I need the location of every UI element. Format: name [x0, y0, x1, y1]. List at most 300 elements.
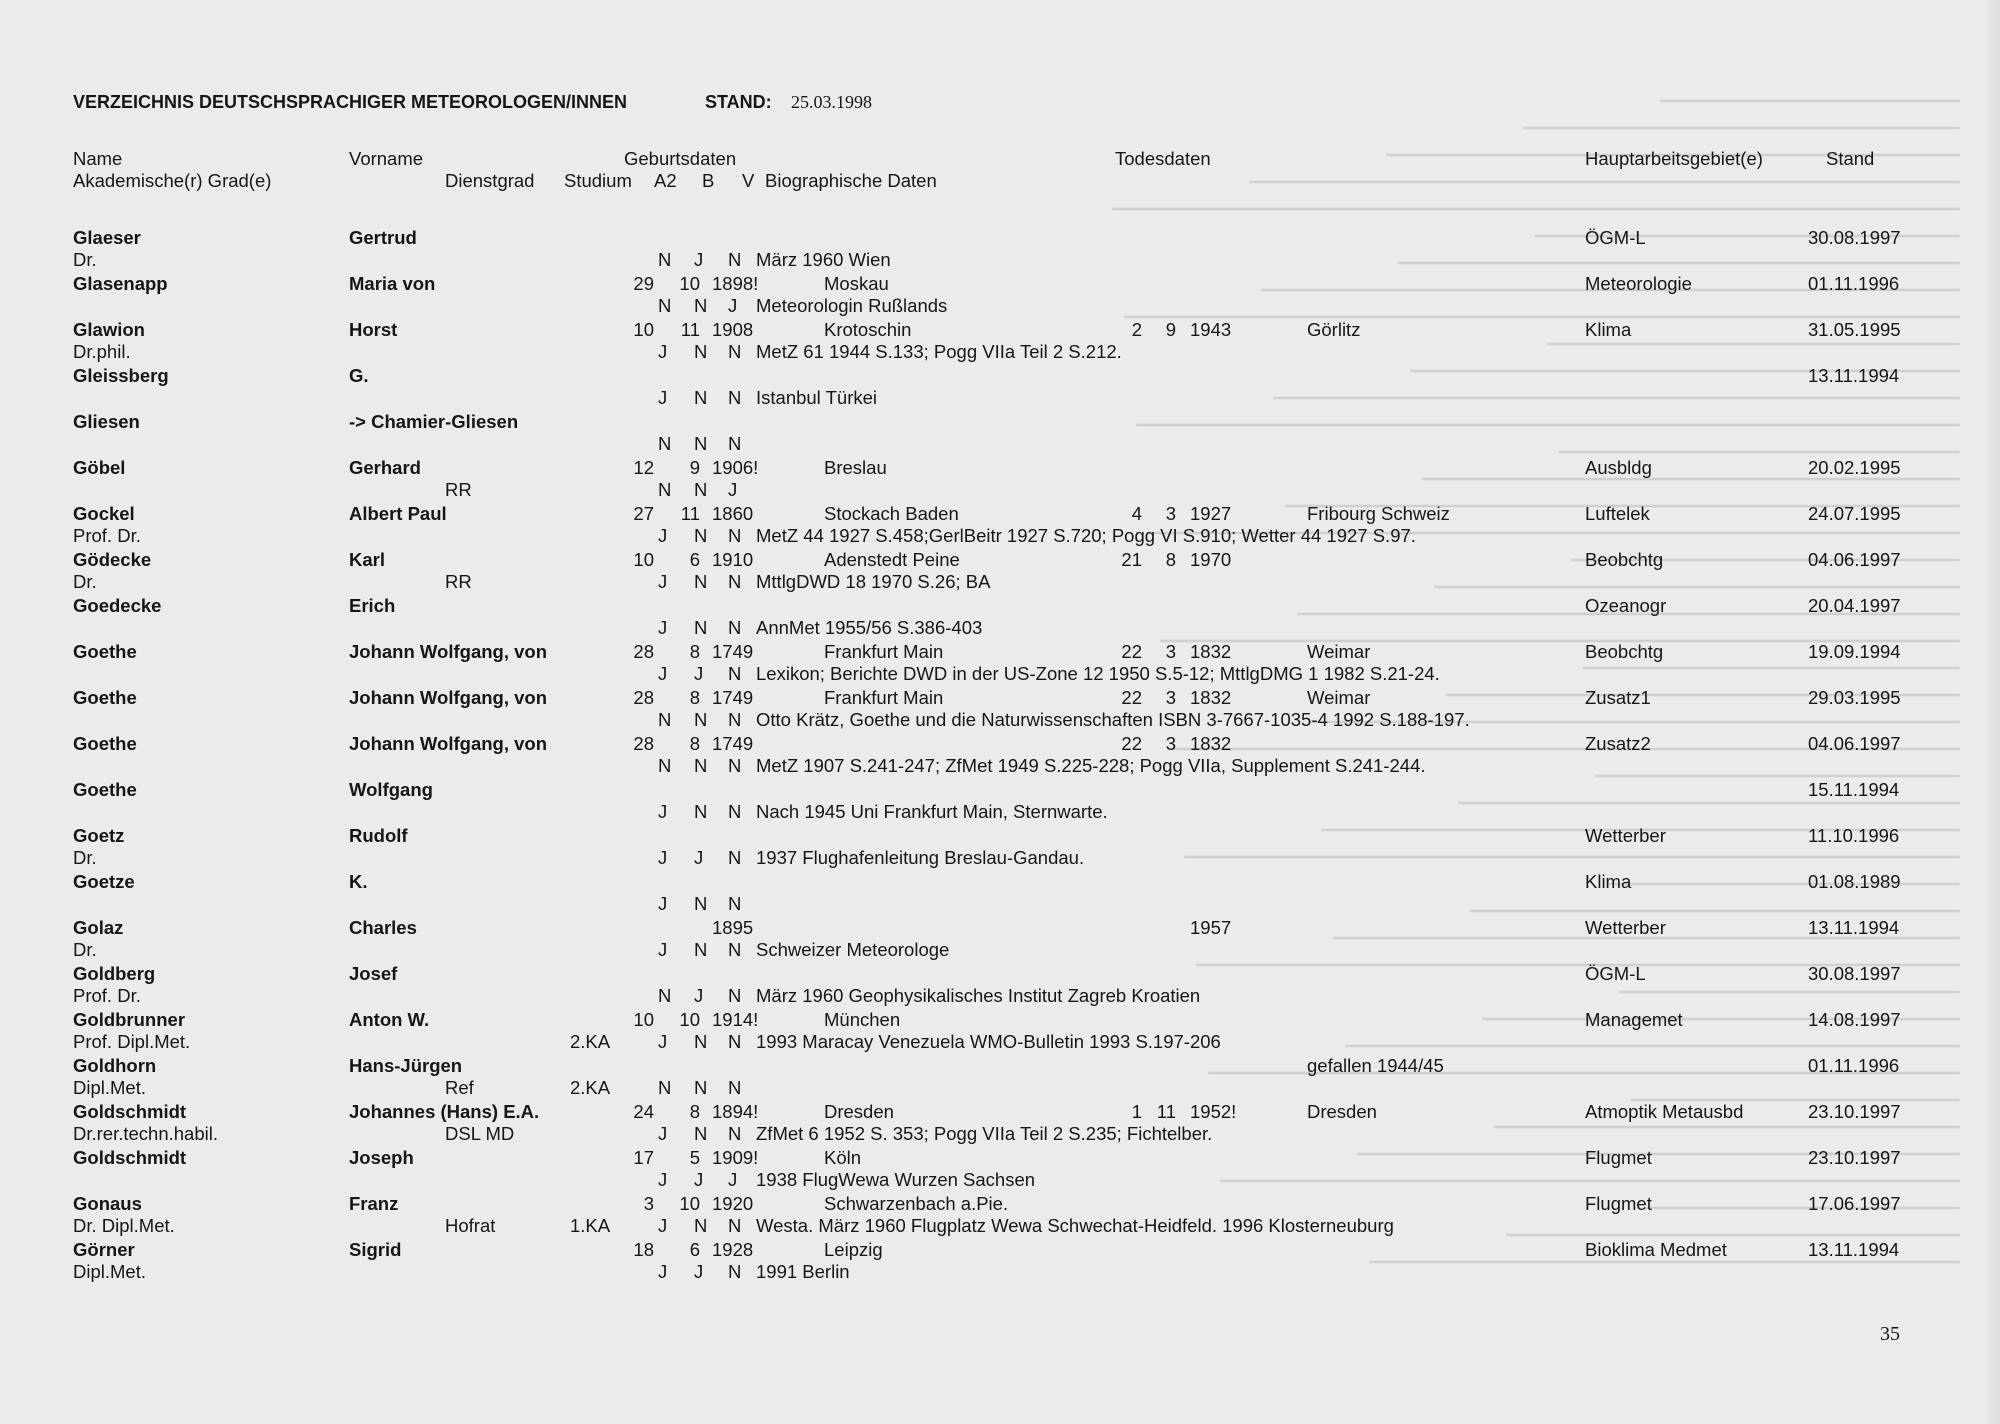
entry-name: Gödecke: [73, 549, 152, 570]
entry-birth-day: 27: [633, 503, 654, 524]
col-header-hauptarbeitsgebiet: Hauptarbeitsgebiet(e): [1585, 148, 1763, 169]
entry-hauptarbeitsgebiet: Wetterber: [1585, 825, 1666, 846]
col-header-b: B: [702, 170, 715, 191]
entry-bio: MetZ 1907 S.241-247; ZfMet 1949 S.225-228; Pogg VIIa, Supplement S.241-244.: [756, 755, 1426, 776]
entry-bio: März 1960 Geophysikalisches Institut Zagreb Kroatien: [756, 985, 1201, 1006]
bleed-line: [1184, 856, 1960, 858]
entry-death-day: 22: [1121, 687, 1142, 708]
entry-death-year: 1957: [1190, 917, 1232, 938]
entry-bio: Schweizer Meteorologe: [756, 939, 950, 960]
entry-death-month: 8: [1165, 549, 1176, 570]
entry-dienstgrad: Hofrat: [445, 1215, 496, 1236]
entry-death-day: 22: [1121, 733, 1142, 754]
entry-a2: J: [658, 847, 668, 868]
entry-vorname: K.: [349, 871, 368, 892]
bleed-line: [1470, 910, 1960, 912]
entry-bio: Otto Krätz, Goethe und die Naturwissenschaften ISBN 3-7667-1035-4 1992 S.188-197.: [756, 709, 1470, 730]
col-header-todesdaten: Todesdaten: [1115, 148, 1211, 169]
entry-name: Goethe: [73, 641, 137, 662]
bleed-line: [1559, 451, 1960, 453]
bleed-line: [1506, 1234, 1960, 1236]
entry-stand: 17.06.1997: [1808, 1193, 1901, 1214]
entry-birth-day: 10: [633, 549, 654, 570]
entry-b: N: [694, 433, 708, 454]
entry-death-place: Weimar: [1307, 641, 1371, 662]
entry-a2: N: [658, 433, 672, 454]
entry-b: N: [694, 387, 708, 408]
entry-bio: Istanbul Türkei: [756, 387, 877, 408]
entry-name: Goldschmidt: [73, 1101, 187, 1122]
entry-hauptarbeitsgebiet: Beobchtg: [1585, 549, 1664, 570]
entry-name: Görner: [73, 1239, 135, 1260]
col-header-a2: A2: [654, 170, 677, 191]
entry-grad: Dr.: [73, 939, 97, 960]
entry-death-year: 1832: [1190, 733, 1232, 754]
entry-a2: N: [658, 479, 672, 500]
bleed-line: [1124, 316, 1960, 318]
entry-vorname: -> Chamier-Gliesen: [349, 411, 519, 432]
entry-birth-month: 10: [679, 1193, 700, 1214]
entry-death-place: gefallen 1944/45: [1307, 1055, 1444, 1076]
entry-hauptarbeitsgebiet: Managemet: [1585, 1009, 1683, 1030]
entry-a2: N: [658, 755, 672, 776]
entry-birth-year: 1894!: [712, 1101, 759, 1122]
entry-vorname: Josef: [349, 963, 398, 984]
entry-v: N: [728, 525, 742, 546]
entry-name: Goldberg: [73, 963, 156, 984]
entry-a2: J: [658, 1261, 668, 1282]
entry-birth-day: 28: [633, 733, 654, 754]
entry-stand: 04.06.1997: [1808, 733, 1901, 754]
entry-dienstgrad: Ref: [445, 1077, 474, 1098]
entry-death-month: 3: [1165, 687, 1176, 708]
entry-grad: Dr.: [73, 571, 97, 592]
entry-hauptarbeitsgebiet: Meteorologie: [1585, 273, 1692, 294]
entry-vorname: Sigrid: [349, 1239, 402, 1260]
entry-grad: Prof. Dipl.Met.: [73, 1031, 191, 1052]
entry-b: J: [694, 847, 704, 868]
entry-death-day: 21: [1121, 549, 1142, 570]
entry-birth-day: 28: [633, 687, 654, 708]
entry-v: N: [728, 571, 742, 592]
entry-birth-place: Frankfurt Main: [824, 641, 944, 662]
entry-birth-month: 8: [689, 1101, 700, 1122]
entry-b: N: [694, 755, 708, 776]
entry-b: N: [694, 295, 708, 316]
entry-birth-month: 11: [680, 503, 700, 524]
entry-stand: 20.04.1997: [1808, 595, 1901, 616]
entry-vorname: Johann Wolfgang, von: [349, 687, 548, 708]
entry-dienstgrad: RR: [445, 571, 472, 592]
entry-b: J: [694, 985, 704, 1006]
entry-birth-year: 1749: [712, 641, 754, 662]
entry-birth-place: München: [824, 1009, 901, 1030]
entry-hauptarbeitsgebiet: Bioklima Medmet: [1585, 1239, 1727, 1260]
entry-b: N: [694, 1123, 708, 1144]
entry-v: N: [728, 801, 742, 822]
entry-death-year: 1952!: [1190, 1101, 1237, 1122]
entry-vorname: Gertrud: [349, 227, 417, 248]
entry-death-day: 4: [1131, 503, 1142, 524]
entry-death-place: Dresden: [1307, 1101, 1377, 1122]
entry-vorname: G.: [349, 365, 369, 386]
entry-vorname: Joseph: [349, 1147, 414, 1168]
entry-death-day: 2: [1131, 319, 1142, 340]
entry-v: N: [728, 1031, 742, 1052]
entry-v: N: [728, 617, 742, 638]
entry-vorname: Erich: [349, 595, 396, 616]
entry-vorname: Johannes (Hans) E.A.: [349, 1101, 540, 1122]
entry-birth-year: 1914!: [712, 1009, 759, 1030]
entry-stand: 11.10.1996: [1808, 825, 1900, 846]
entry-b: J: [694, 249, 704, 270]
entry-death-month: 11: [1156, 1101, 1176, 1122]
entry-a2: J: [658, 801, 668, 822]
entry-v: N: [728, 1215, 742, 1236]
bleed-line: [1660, 100, 1960, 102]
entry-a2: J: [658, 663, 668, 684]
entry-b: N: [694, 571, 708, 592]
entry-death-year: 1832: [1190, 641, 1232, 662]
entry-b: N: [694, 893, 708, 914]
entry-birth-place: Krotoschin: [824, 319, 912, 340]
entry-hauptarbeitsgebiet: Ozeanogr: [1585, 595, 1667, 616]
entry-grad: Dipl.Met.: [73, 1077, 146, 1098]
bleed-line: [1619, 991, 1960, 993]
entry-name: Gonaus: [73, 1193, 142, 1214]
entry-name: Glawion: [73, 319, 145, 340]
col-header-grad: Akademische(r) Grad(e): [73, 170, 272, 191]
entry-vorname: Hans-Jürgen: [349, 1055, 463, 1076]
entry-b: J: [694, 663, 704, 684]
entry-hauptarbeitsgebiet: Luftelek: [1585, 503, 1650, 524]
entry-b: J: [694, 1261, 704, 1282]
entry-name: Golaz: [73, 917, 124, 938]
entry-bio: ZfMet 6 1952 S. 353; Pogg VIIa Teil 2 S.235; Fichtelber.: [756, 1123, 1213, 1144]
bleed-line: [1136, 424, 1960, 426]
entry-stand: 30.08.1997: [1808, 963, 1901, 984]
entry-birth-month: 11: [680, 319, 700, 340]
entry-b: N: [694, 525, 708, 546]
stand-date: 25.03.1998: [791, 92, 872, 112]
entry-v: N: [728, 1261, 742, 1282]
entry-name: Goldhorn: [73, 1055, 157, 1076]
entry-birth-year: 1906!: [712, 457, 759, 478]
entry-studium: 1.KA: [570, 1215, 611, 1236]
entry-birth-month: 6: [689, 549, 700, 570]
entry-v: N: [728, 387, 742, 408]
entry-v: N: [728, 847, 742, 868]
entry-v: J: [728, 1169, 738, 1190]
entry-hauptarbeitsgebiet: Beobchtg: [1585, 641, 1664, 662]
entry-vorname: Gerhard: [349, 457, 421, 478]
entry-grad: Dr.rer.techn.habil.: [73, 1123, 218, 1144]
entry-vorname: Maria von: [349, 273, 436, 294]
entry-stand: 24.07.1995: [1808, 503, 1901, 524]
entry-bio: März 1960 Wien: [756, 249, 891, 270]
entry-vorname: Johann Wolfgang, von: [349, 733, 548, 754]
entry-bio: Westa. März 1960 Flugplatz Wewa Schwechat-Heidfeld. 1996 Klosterneuburg: [756, 1215, 1394, 1236]
entry-stand: 23.10.1997: [1808, 1101, 1901, 1122]
entry-birth-year: 1749: [712, 733, 754, 754]
entry-birth-place: Adenstedt Peine: [824, 549, 960, 570]
entry-hauptarbeitsgebiet: ÖGM-L: [1585, 227, 1646, 248]
entry-stand: 13.11.1994: [1808, 365, 1900, 386]
entry-b: N: [694, 1215, 708, 1236]
bleed-line: [1434, 586, 1960, 588]
entry-birth-month: 5: [689, 1147, 700, 1168]
entry-grad: Dr.phil.: [73, 341, 131, 362]
col-header-dienstgrad: Dienstgrad: [445, 170, 535, 191]
entry-a2: J: [658, 525, 668, 546]
entry-a2: N: [658, 1077, 672, 1098]
bleed-line: [1547, 343, 1960, 345]
entry-birth-month: 8: [689, 733, 700, 754]
entry-name: Goldbrunner: [73, 1009, 186, 1030]
bleed-line: [1273, 397, 1960, 399]
entry-birth-month: 9: [689, 457, 700, 478]
entry-birth-day: 18: [633, 1239, 654, 1260]
entry-birth-day: 29: [633, 273, 654, 294]
entry-v: N: [728, 1077, 742, 1098]
entry-birth-place: Dresden: [824, 1101, 894, 1122]
entry-birth-day: 10: [633, 319, 654, 340]
entry-name: Goethe: [73, 687, 137, 708]
entry-birth-place: Frankfurt Main: [824, 687, 944, 708]
col-header-vorname: Vorname: [349, 148, 424, 169]
entry-birth-year: 1749: [712, 687, 754, 708]
entry-name: Goethe: [73, 779, 137, 800]
entry-hauptarbeitsgebiet: Klima: [1585, 319, 1632, 340]
entry-birth-year: 1910: [712, 549, 754, 570]
entry-v: N: [728, 709, 742, 730]
entry-v: N: [728, 663, 742, 684]
bleed-line: [1523, 127, 1960, 129]
entry-vorname: Albert Paul: [349, 503, 447, 524]
entry-stand: 13.11.1994: [1808, 917, 1900, 938]
entry-vorname: Wolfgang: [349, 779, 433, 800]
entry-birth-year: 1920: [712, 1193, 754, 1214]
entry-birth-year: 1928: [712, 1239, 754, 1260]
entry-name: Gockel: [73, 503, 135, 524]
bleed-line: [1494, 1126, 1960, 1128]
entry-a2: J: [658, 1123, 668, 1144]
entry-bio: Lexikon; Berichte DWD in der US-Zone 12 1950 S.5-12; MttlgDMG 1 1982 S.21-24.: [756, 663, 1440, 684]
entry-bio: 1938 FlugWewa Wurzen Sachsen: [756, 1169, 1036, 1190]
entry-studium: 2.KA: [570, 1031, 611, 1052]
entry-hauptarbeitsgebiet: Atmoptik Metausbd: [1585, 1101, 1744, 1122]
entry-name: Gleissberg: [73, 365, 169, 386]
entry-v: N: [728, 341, 742, 362]
bleed-line: [1369, 1261, 1960, 1263]
entry-stand: 01.11.1996: [1808, 1055, 1900, 1076]
entry-stand: 15.11.1994: [1808, 779, 1900, 800]
entry-hauptarbeitsgebiet: Flugmet: [1585, 1147, 1652, 1168]
entry-name: Göbel: [73, 457, 126, 478]
bleed-line: [1595, 775, 1960, 777]
entry-bio: AnnMet 1955/56 S.386-403: [756, 617, 983, 638]
bleed-line: [1249, 181, 1960, 183]
entry-grad: Dr.: [73, 249, 97, 270]
entry-stand: 01.08.1989: [1808, 871, 1901, 892]
entry-birth-month: 6: [689, 1239, 700, 1260]
entry-death-day: 1: [1131, 1101, 1142, 1122]
entry-v: N: [728, 939, 742, 960]
entry-birth-month: 10: [679, 1009, 700, 1030]
entry-vorname: Rudolf: [349, 825, 408, 846]
entry-bio: 1993 Maracay Venezuela WMO-Bulletin 1993 S.197-206: [756, 1031, 1221, 1052]
entry-a2: J: [658, 1031, 668, 1052]
bleed-line: [1583, 667, 1960, 669]
entry-v: N: [728, 985, 742, 1006]
entry-a2: J: [658, 893, 668, 914]
entry-vorname: Johann Wolfgang, von: [349, 641, 548, 662]
entry-birth-day: 12: [633, 457, 654, 478]
entry-grad: Prof. Dr.: [73, 985, 141, 1006]
entry-grad: Dr. Dipl.Met.: [73, 1215, 175, 1236]
entry-death-month: 3: [1165, 503, 1176, 524]
entry-bio: MetZ 61 1944 S.133; Pogg VIIa Teil 2 S.212.: [756, 341, 1122, 362]
entry-a2: N: [658, 295, 672, 316]
entry-a2: J: [658, 1169, 668, 1190]
col-header-v: V: [742, 170, 755, 191]
entry-birth-place: Köln: [824, 1147, 862, 1168]
entry-stand: 19.09.1994: [1808, 641, 1901, 662]
entry-grad: Prof. Dr.: [73, 525, 141, 546]
entry-b: N: [694, 1031, 708, 1052]
entry-death-place: Fribourg Schweiz: [1307, 503, 1450, 524]
entry-bio: Nach 1945 Uni Frankfurt Main, Sternwarte.: [756, 801, 1108, 822]
entry-bio: Meteorologin Rußlands: [756, 295, 948, 316]
entry-v: J: [728, 295, 738, 316]
entry-a2: N: [658, 249, 672, 270]
col-header-stand: Stand: [1826, 148, 1875, 169]
entry-hauptarbeitsgebiet: Ausbldg: [1585, 457, 1652, 478]
entry-birth-place: Moskau: [824, 273, 889, 294]
entry-v: N: [728, 1123, 742, 1144]
entry-stand: 14.08.1997: [1808, 1009, 1901, 1030]
entry-vorname: Horst: [349, 319, 398, 340]
entry-name: Goetze: [73, 871, 135, 892]
entry-stand: 31.05.1995: [1808, 319, 1901, 340]
entry-stand: 01.11.1996: [1808, 273, 1900, 294]
entry-hauptarbeitsgebiet: ÖGM-L: [1585, 963, 1646, 984]
entry-bio: MetZ 44 1927 S.458;GerlBeitr 1927 S.720; Pogg VI S.910; Wetter 44 1927 S.97.: [756, 525, 1416, 546]
entry-birth-year: 1898!: [712, 273, 759, 294]
entry-vorname: Karl: [349, 549, 385, 570]
entry-a2: J: [658, 341, 668, 362]
bleed-line: [1112, 208, 1960, 210]
entry-name: Gliesen: [73, 411, 140, 432]
entry-b: N: [694, 617, 708, 638]
entry-death-day: 22: [1121, 641, 1142, 662]
entry-hauptarbeitsgebiet: Wetterber: [1585, 917, 1666, 938]
entry-v: N: [728, 893, 742, 914]
stand-label: STAND:: [705, 92, 772, 112]
entry-grad: Dr.: [73, 847, 97, 868]
page-number: 35: [1880, 1323, 1900, 1345]
entry-dienstgrad: RR: [445, 479, 472, 500]
entry-death-year: 1832: [1190, 687, 1232, 708]
col-header-studium: Studium: [564, 170, 632, 191]
entry-birth-month: 8: [689, 641, 700, 662]
entry-hauptarbeitsgebiet: Zusatz1: [1585, 687, 1651, 708]
entry-birth-place: Schwarzenbach a.Pie.: [824, 1193, 1009, 1214]
entry-b: N: [694, 709, 708, 730]
entry-name: Goetz: [73, 825, 125, 846]
entry-stand: 23.10.1997: [1808, 1147, 1901, 1168]
col-header-name: Name: [73, 148, 123, 169]
entry-v: N: [728, 249, 742, 270]
entry-a2: N: [658, 709, 672, 730]
entry-death-month: 9: [1165, 319, 1176, 340]
entry-birth-day: 17: [633, 1147, 654, 1168]
entry-grad: Dipl.Met.: [73, 1261, 146, 1282]
entry-name: Glasenapp: [73, 273, 168, 294]
entry-birth-place: Leipzig: [824, 1239, 883, 1260]
entry-death-year: 1970: [1190, 549, 1232, 570]
entry-bio: 1937 Flughafenleitung Breslau-Gandau.: [756, 847, 1085, 868]
entry-name: Goldschmidt: [73, 1147, 187, 1168]
entry-death-place: Görlitz: [1307, 319, 1361, 340]
col-header-bio: Biographische Daten: [765, 170, 937, 191]
entry-death-month: 3: [1165, 641, 1176, 662]
entry-birth-year: 1909!: [712, 1147, 759, 1168]
scan-edge: [1982, 0, 2000, 1424]
bleed-line: [1345, 1045, 1960, 1047]
entry-birth-place: Breslau: [824, 457, 887, 478]
bleed-line: [1607, 883, 1960, 885]
entry-hauptarbeitsgebiet: Klima: [1585, 871, 1632, 892]
entry-birth-day: 10: [633, 1009, 654, 1030]
entry-bio: MttlgDWD 18 1970 S.26; BA: [756, 571, 991, 592]
entry-vorname: Franz: [349, 1193, 399, 1214]
entry-bio: 1991 Berlin: [756, 1261, 850, 1282]
entry-b: N: [694, 939, 708, 960]
entry-a2: N: [658, 985, 672, 1006]
entry-name: Goethe: [73, 733, 137, 754]
entry-a2: J: [658, 387, 668, 408]
entry-b: N: [694, 479, 708, 500]
entry-v: N: [728, 433, 742, 454]
entry-stand: 13.11.1994: [1808, 1239, 1900, 1260]
entry-hauptarbeitsgebiet: Zusatz2: [1585, 733, 1651, 754]
entry-birth-year: 1860: [712, 503, 754, 524]
entry-b: J: [694, 1169, 704, 1190]
entry-a2: J: [658, 571, 668, 592]
entry-v: J: [728, 479, 738, 500]
entry-stand: 20.02.1995: [1808, 457, 1901, 478]
entry-birth-month: 10: [679, 273, 700, 294]
entry-v: N: [728, 755, 742, 776]
entry-dienstgrad: DSL MD: [445, 1123, 515, 1144]
entry-death-year: 1927: [1190, 503, 1232, 524]
entry-stand: 30.08.1997: [1808, 227, 1901, 248]
document-title: VERZEICHNIS DEUTSCHSPRACHIGER METEOROLOGEN/INNEN: [73, 92, 628, 112]
entry-studium: 2.KA: [570, 1077, 611, 1098]
bleed-line: [1643, 1207, 1960, 1209]
col-header-geburtsdaten: Geburtsdaten: [624, 148, 737, 169]
entry-birth-day: 28: [633, 641, 654, 662]
entry-birth-year: 1908: [712, 319, 754, 340]
entry-death-place: Weimar: [1307, 687, 1371, 708]
entry-birth-day: 3: [643, 1193, 654, 1214]
bleed-line: [1220, 1180, 1960, 1182]
entry-death-month: 3: [1165, 733, 1176, 754]
entry-birth-month: 8: [689, 687, 700, 708]
entry-vorname: Charles: [349, 917, 417, 938]
bleed-line: [1458, 802, 1960, 804]
